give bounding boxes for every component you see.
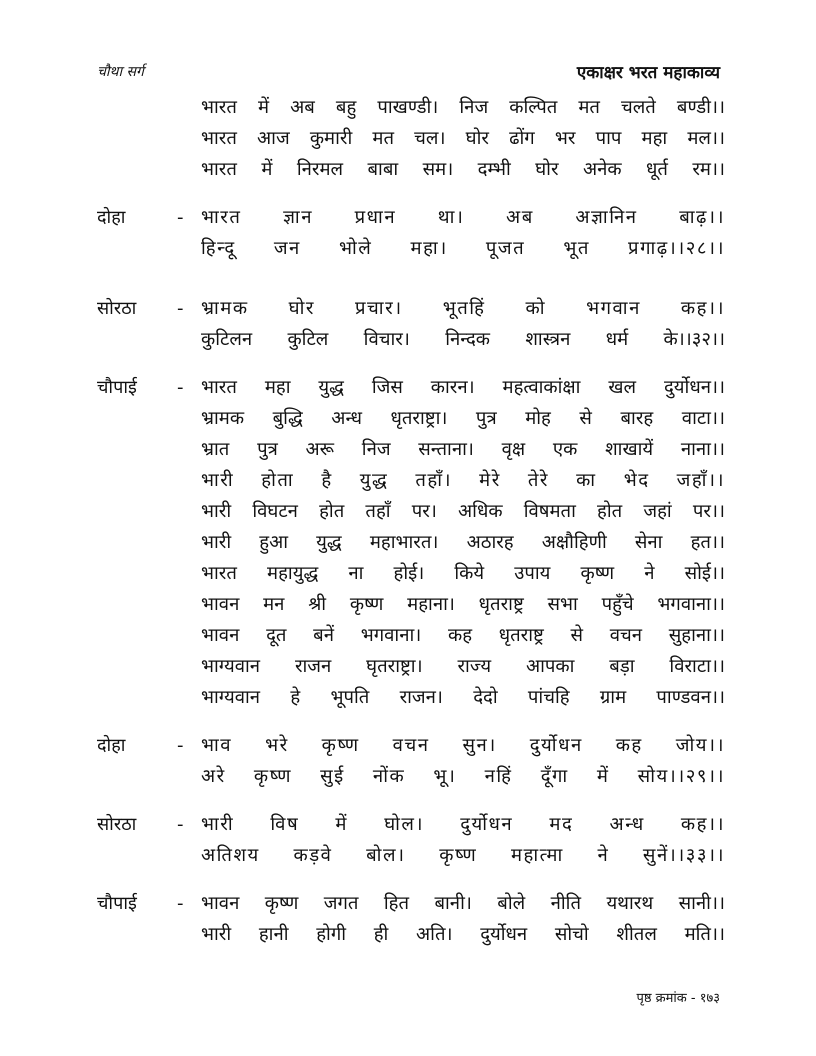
verse-group bbox=[97, 888, 725, 950]
verse-type-label: चौपाई bbox=[97, 377, 137, 398]
verse-line: भाग्यवान राजन घृतराष्ट्रा। राज्य आपका बड़ा विराटा।। bbox=[201, 656, 725, 677]
verse-line: भारी हानी होगी ही अति। दुर्योधन सोचो शीतल मति।। bbox=[201, 924, 725, 945]
verse-line: भाग्यवान हे भूपति राजन। देदो पांचहि ग्राम पाण्डवन।। bbox=[201, 687, 725, 708]
verse-type-label: दोहा bbox=[97, 735, 126, 756]
verse-group bbox=[97, 293, 725, 355]
verse-dash: - bbox=[177, 893, 184, 914]
verse-line: हिन्दू जन भोले महा। पूजत भूत प्रगाढ़।।२८।। bbox=[201, 238, 725, 259]
verse-line: भ्रामक बुद्धि अन्ध धृतराष्ट्रा। पुत्र मोह से बारह वाटा।। bbox=[201, 408, 725, 429]
verse-type-label bbox=[97, 92, 177, 185]
verse-dash: - bbox=[177, 377, 184, 398]
verse-line: भाव भरे कृष्ण वचन सुन। दुर्योधन कह जोय।। bbox=[201, 735, 725, 756]
verse-line: भावन मन श्री कृष्ण महाना। धृतराष्ट्र सभा पहुँचे भगवाना।। bbox=[201, 594, 725, 615]
verse-line: भारी विघटन होत तहाँ पर। अधिक विषमता होत जहां पर।। bbox=[201, 501, 725, 522]
verse-group bbox=[97, 372, 725, 713]
verse-line: कुटिलन कुटिल विचार। निन्दक शास्त्रन धर्म के।।३२।। bbox=[201, 329, 725, 350]
verse-line: भारी विष में घोल। दुर्योधन मद अन्ध कह।। bbox=[201, 814, 725, 835]
verse-line: भारत में अब बहु पाखण्डी। निज कल्पित मत चलते बण्डी।। bbox=[201, 97, 725, 118]
verse-dash: - bbox=[177, 735, 184, 756]
verse-type-label: दोहा bbox=[97, 207, 126, 228]
verse-line: भावन कृष्ण जगत हित बानी। बोले नीति यथारथ सानी।। bbox=[201, 893, 725, 914]
book-title: एकाक्षर भरत महाकाव्य bbox=[576, 63, 720, 83]
verse-line: अरे कृष्ण सुई नोंक भू। नहिं दूँगा में सोय।।२९।। bbox=[201, 766, 725, 787]
verse-dash: - bbox=[177, 298, 184, 319]
verse-dash: - bbox=[177, 207, 184, 228]
verse-line: भारी होता है युद्ध तहाँ। मेरे तेरे का भेद जहाँ।। bbox=[201, 470, 725, 491]
verse-line: भ्रामक घोर प्रचार। भूतहिं को भगवान कह।। bbox=[201, 298, 725, 319]
verse-line: भारत ज्ञान प्रधान था। अब अज्ञानिन बाढ़।। bbox=[201, 207, 725, 228]
verse-line: भारत में निरमल बाबा सम। दम्भी घोर अनेक धूर्त रम।। bbox=[201, 159, 725, 180]
verse-line: भारी हुआ युद्ध महाभारत। अठारह अक्षौहिणी सेना हत।। bbox=[201, 532, 725, 553]
verse-group bbox=[97, 202, 725, 264]
verse-dash bbox=[177, 92, 201, 185]
verse-type-label: सोरठा bbox=[97, 298, 137, 319]
verse-body bbox=[97, 92, 725, 950]
verse-line: भारत महायुद्ध ना होई। किये उपाय कृष्ण ने सोई।। bbox=[201, 563, 725, 584]
verse-line: भ्रात पुत्र अरू निज सन्ताना। वृक्ष एक शाखायें नाना।। bbox=[201, 439, 725, 460]
verse-type-label: चौपाई bbox=[97, 893, 137, 914]
verse-line: भारत आज कुमारी मत चल। घोर ढोंग भर पाप महा मल।। bbox=[201, 128, 725, 149]
verse-line: अतिशय कड़वे बोल। कृष्ण महात्मा ने सुनें।।३३।। bbox=[201, 845, 725, 866]
verse-line: भावन दूत बनें भगवाना। कह धृतराष्ट्र से वचन सुहाना।। bbox=[201, 625, 725, 646]
chapter-name: चौथा सर्ग bbox=[97, 64, 144, 80]
verse-dash: - bbox=[177, 814, 184, 835]
verse-type-label: सोरठा bbox=[97, 814, 137, 835]
verse-group bbox=[97, 809, 725, 871]
page-number: पृष्ठ क्रमांक - १७३ bbox=[636, 991, 720, 1006]
verse-group bbox=[97, 730, 725, 792]
verse-group bbox=[97, 92, 725, 185]
verse-line: भारत महा युद्ध जिस कारन। महत्वाकांक्षा खल दुर्योधन।। bbox=[201, 377, 725, 398]
